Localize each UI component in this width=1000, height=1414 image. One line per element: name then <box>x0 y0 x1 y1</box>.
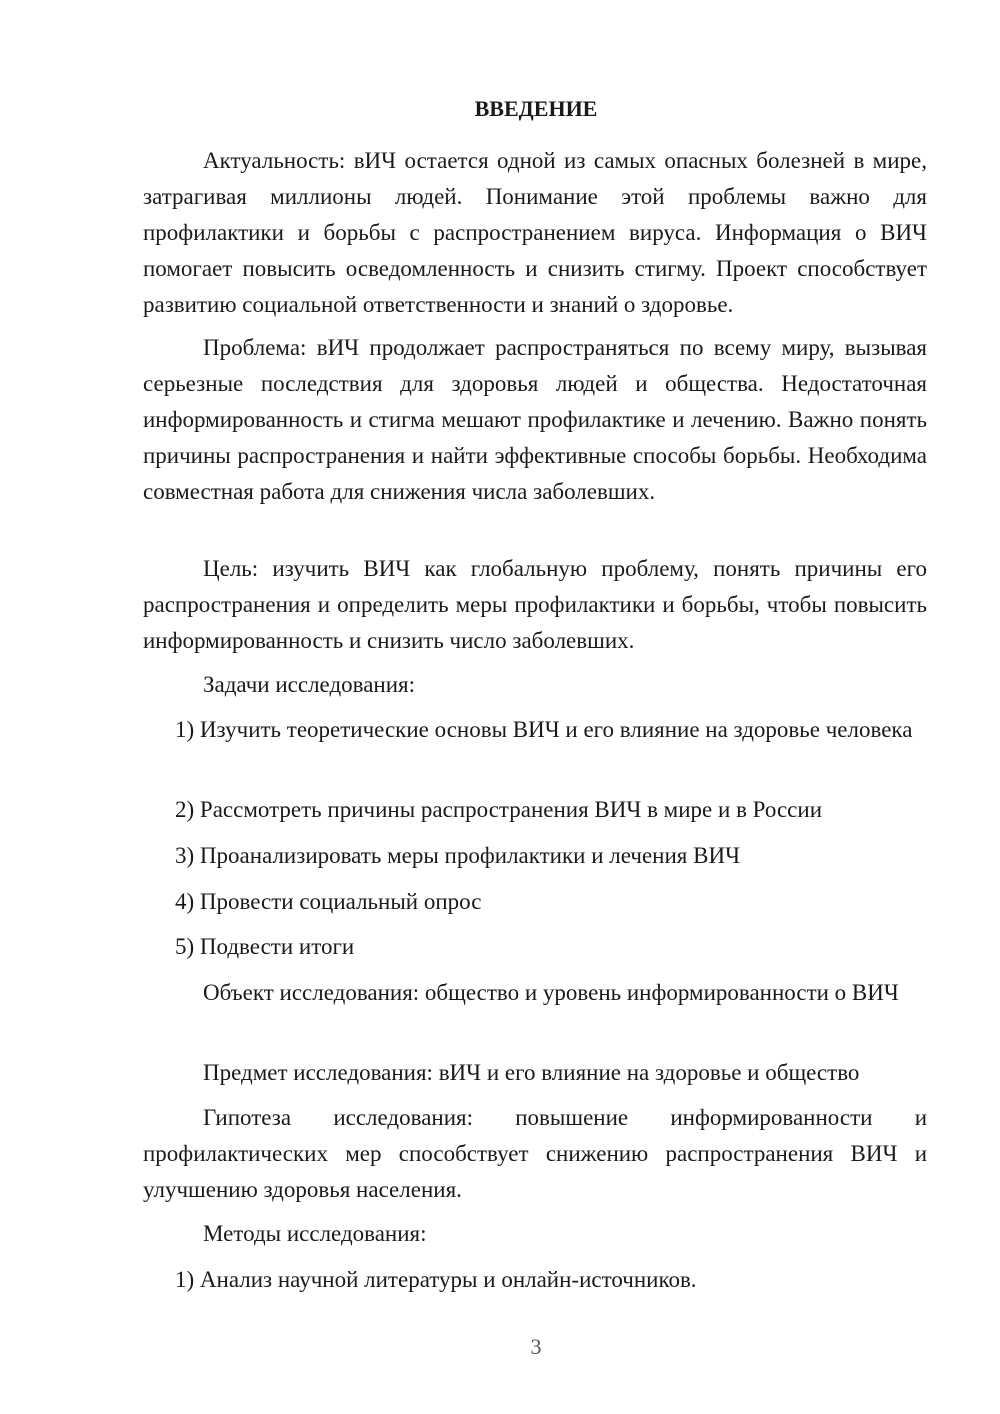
tasks-title: Задачи исследования: <box>203 672 416 697</box>
task-item-4: 4) Провести социальный опрос <box>175 889 482 914</box>
task-item-3: 3) Проанализировать меры профилактики и лечения ВИЧ <box>175 843 741 868</box>
object-paragraph: Объект исследования: общество и уровень информированности о ВИЧ <box>203 980 899 1005</box>
task-item-2: 2) Рассмотреть причины распространения ВИЧ в мире и в России <box>175 797 822 822</box>
goal-paragraph: Цель: изучить ВИЧ как глобальную проблему, понять причины его распространения и определить меры профилактики и борьбы, чтобы повысить информированность и снизить число заболевших. <box>143 556 927 653</box>
method-item-1: 1) Анализ научной литературы и онлайн-источников. <box>175 1267 697 1292</box>
section-heading: ВВЕДЕНИЕ <box>474 96 598 121</box>
methods-title: Методы исследования: <box>203 1221 427 1246</box>
subject-paragraph: Предмет исследования: вИЧ и его влияние на здоровье и общество <box>203 1060 860 1085</box>
page-number: 3 <box>530 1334 542 1359</box>
hypothesis-paragraph: Гипотеза исследования: повышение информированности и профилактических мер способствует снижению распространения ВИЧ и улучшению здоровья населения. <box>143 1105 927 1202</box>
problem-paragraph: Проблема: вИЧ продолжает распространяться по всему миру, вызывая серьезные последствия для здоровья людей и общества. Недостаточная информированность и стигма мешают профилактике и лечению. Важно понять причины распространения и найти эффективные способы борьбы. Необходима совместная работа для снижения числа заболевших. <box>143 335 927 504</box>
task-item-1: 1) Изучить теоретические основы ВИЧ и его влияние на здоровье человека <box>175 717 913 742</box>
task-item-5: 5) Подвести итоги <box>175 934 355 959</box>
relevance-paragraph: Актуальность: вИЧ остается одной из самых опасных болезней в мире, затрагивая миллионы людей. Понимание этой проблемы важно для профилактики и борьбы с распространением вируса. Информация о ВИЧ помогает повысить осведомленность и снизить стигму. Проект способствует развитию социальной ответственности и знаний о здоровье. <box>143 148 927 317</box>
